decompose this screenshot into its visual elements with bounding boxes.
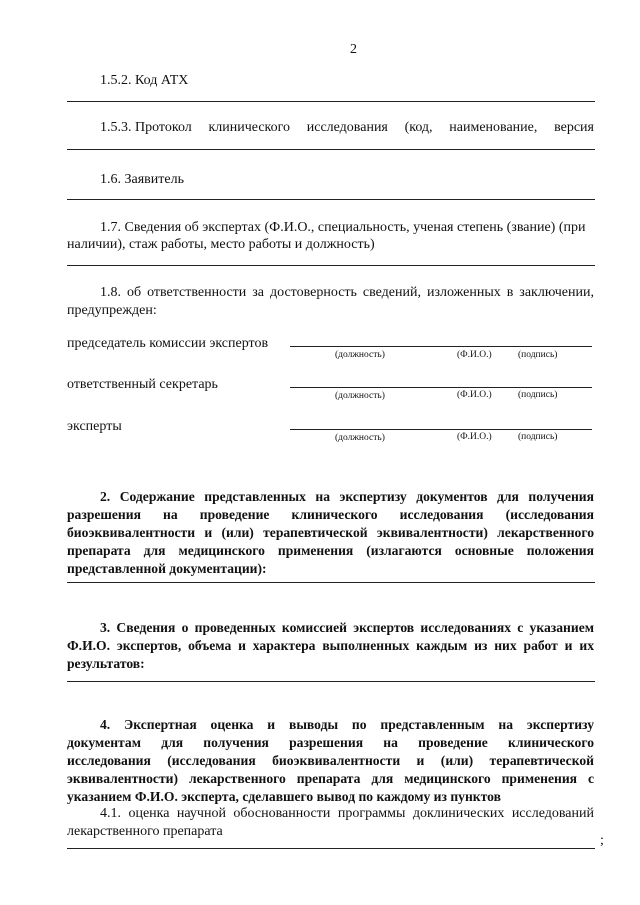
responsibility-line1: 1.8. об ответственности за достоверность сведений, изложенных в заключении, — [100, 285, 594, 300]
protocol-word: наименование, — [449, 120, 538, 135]
section3-line2: Ф.И.О. экспертов, объема и характера выполненных каждым из них работ и их — [67, 638, 594, 653]
signature-name-caption: (Ф.И.О.) — [457, 350, 492, 360]
signature-line — [290, 346, 592, 347]
section2-line4: препарата для медицинского применения (излагаются основные положения — [67, 543, 594, 558]
protocol-label — [100, 119, 594, 137]
protocol-word: (код, — [404, 120, 433, 135]
section3-line — [67, 681, 595, 682]
signature-sign-caption: (подпись) — [518, 350, 558, 360]
subsection41-line1: 4.1. оценка научной обоснованности программы доклинических исследований — [100, 806, 594, 821]
subsection41-end-mark: ; — [600, 833, 604, 848]
protocol-number: 1.5.3. Протокол — [100, 120, 192, 135]
experts-info-line2: наличии), стаж работы, место работы и должность) — [67, 237, 375, 252]
signature-line — [290, 387, 592, 388]
signature-name-caption: (Ф.И.О.) — [457, 390, 492, 400]
responsibility-line2: предупрежден: — [67, 303, 157, 318]
signature-name-caption: (Ф.И.О.) — [457, 432, 492, 442]
signature-position-caption: (должность) — [335, 433, 385, 443]
signature-role: ответственный секретарь — [67, 377, 218, 392]
section4-line2: документам для получения разрешения на проведение клинического — [67, 735, 594, 750]
signature-role: председатель комиссии экспертов — [67, 336, 269, 351]
experts-info-line1: 1.7. Сведения об экспертах (Ф.И.О., специальность, ученая степень (звание) (при — [100, 220, 586, 235]
section2-line3: биоэквивалентности и (или) терапевтической эквивалентности) лекарственного — [67, 525, 594, 540]
signature-sign-caption: (подпись) — [518, 432, 558, 442]
signature-position-caption: (должность) — [335, 350, 385, 360]
section2-line5: представленной документации): — [67, 561, 267, 576]
protocol-word: клинического — [208, 120, 291, 135]
section3-line3: результатов: — [67, 656, 145, 671]
subsection41-line2: лекарственного препарата — [67, 824, 223, 839]
applicant-label: 1.6. Заявитель — [100, 172, 184, 187]
signature-sign-caption: (подпись) — [518, 390, 558, 400]
section4-line4: эквивалентности) лекарственного препарата для медицинского применения с — [67, 771, 594, 786]
section4-line3: исследования (исследования биоэквивалентности и (или) терапевтической — [67, 753, 594, 768]
protocol-word: версия — [554, 120, 594, 135]
experts-info-line — [67, 265, 595, 266]
protocol-line — [67, 149, 595, 150]
section4-line1: 4. Экспертная оценка и выводы по представленным на экспертизу — [100, 717, 594, 732]
signature-line — [290, 429, 592, 430]
signature-role: эксперты — [67, 419, 122, 434]
page-number: 2 — [350, 42, 357, 57]
section2-line2: разрешения на проведение клинического исследования (исследования — [67, 507, 594, 522]
section2-line1: 2. Содержание представленных на экспертизу документов для получения — [100, 489, 594, 504]
atx-code-line — [67, 101, 595, 102]
protocol-word: исследования — [306, 120, 388, 135]
applicant-line — [67, 199, 595, 200]
subsection41-line — [67, 848, 595, 849]
atx-code-label: 1.5.2. Код АТХ — [100, 73, 189, 88]
section4-line5: указанием Ф.И.О. эксперта, сделавшего вывод по каждому из пунктов — [67, 789, 501, 804]
signature-position-caption: (должность) — [335, 391, 385, 401]
section2-line — [67, 582, 595, 583]
section3-line1: 3. Сведения о проведенных комиссией экспертов исследованиях с указанием — [100, 620, 594, 635]
